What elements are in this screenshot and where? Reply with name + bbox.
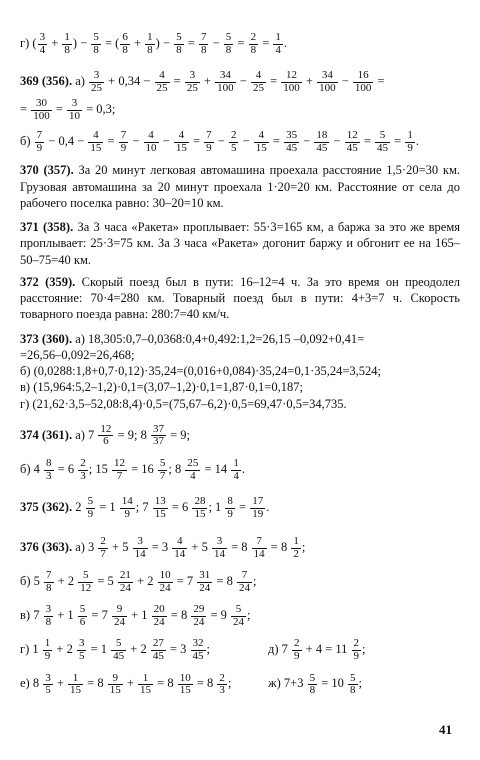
- fraction: $\frac{1}{4}$: [233, 456, 239, 482]
- exercise-371: [20, 219, 460, 268]
- fraction: $\frac{10}{15}$: [179, 671, 191, 697]
- fraction: $\frac{25}{4}$: [187, 456, 199, 482]
- exercise-370-number: 370 (357).: [20, 163, 74, 178]
- fraction: $\frac{3}{10}$: [69, 97, 80, 122]
- math-expression: ( $\frac{3}{4}$ + $\frac{1}{8}$ ) − $\frac{5}{8}$ = ( $\frac{6}{8}$ + $\frac{1}{8}$ ) − $\frac{5}{8}$ = $\frac{7}{8}$ − $\frac{5}{8}$ = $\frac{2}{8}$ = $\frac{1}{4}$ .: [32, 31, 287, 56]
- exercise-376v: [20, 604, 460, 628]
- fraction: $\frac{7}{14}$: [253, 535, 265, 560]
- fraction: $\frac{12}{6}$: [100, 422, 112, 448]
- fraction: $\frac{4}{15}$: [175, 129, 187, 154]
- exercise-373a-text: а) 18,305:0,7–0,0368:0,4+0,492:1,2=26,15 –0,092+0,41=: [75, 331, 365, 346]
- exercise-368g: [20, 32, 460, 56]
- fraction: $\frac{34}{100}$: [217, 69, 234, 94]
- fraction: $\frac{5}{45}$: [377, 129, 389, 154]
- fraction: $\frac{3}{5}$: [78, 637, 85, 662]
- fraction: $\frac{4}{15}$: [255, 129, 267, 154]
- fraction: $\frac{7}{9}$: [206, 129, 212, 154]
- exercise-371-text: За 3 часа «Ракета» проплывает: 55·3=165 км, а баржа за это же время проплывает: 25·3=75 км. За 3 часа «Ракета» догонит баржу и обгонит ее на 165–50–75=40 км.: [20, 220, 461, 267]
- fraction: $\frac{20}{24}$: [153, 603, 165, 628]
- exercise-number: 375 (362).: [20, 499, 76, 514]
- fraction: $\frac{35}{45}$: [286, 129, 298, 154]
- fraction: $\frac{5}{8}$: [93, 31, 99, 56]
- math-expression: д) 7 $\frac{2}{9}$ + 4 = 11 $\frac{2}{9}$ ;: [268, 637, 366, 662]
- fraction: $\frac{3}{25}$: [186, 69, 198, 94]
- fraction: $\frac{3}{8}$: [45, 603, 52, 628]
- fraction: $\frac{4}{25}$: [252, 69, 264, 94]
- fraction: $\frac{7}{8}$: [46, 569, 52, 594]
- fraction: $\frac{12}{7}$: [113, 456, 125, 482]
- fraction: $\frac{5}{6}$: [79, 603, 86, 628]
- exercise-371-number: 371 (358).: [20, 220, 74, 235]
- fraction: $\frac{7}{8}$: [200, 31, 207, 56]
- fraction: $\frac{5}{8}$: [350, 671, 356, 697]
- fraction: $\frac{1}{8}$: [64, 31, 70, 56]
- fraction: $\frac{21}{24}$: [119, 569, 131, 594]
- fraction: $\frac{5}{24}$: [233, 603, 245, 628]
- fraction: $\frac{10}{24}$: [159, 569, 171, 594]
- fraction: $\frac{9}{24}$: [113, 603, 125, 628]
- item-label: а): [75, 74, 89, 89]
- math-expression: 2 $\frac{5}{9}$ = 1 $\frac{14}{9}$ ; 7 $\frac{13}{15}$ = 6 $\frac{28}{15}$ ; 1 $\frac{8}{9}$ = $\frac{17}{19}$ .: [75, 495, 270, 520]
- exercise-376-gd-row: [20, 638, 460, 662]
- fraction: $\frac{28}{15}$: [194, 495, 206, 520]
- math-expression: в) 7 $\frac{3}{8}$ + 1 $\frac{5}{6}$ = 7 $\frac{9}{24}$ + 1 $\frac{20}{24}$ = 8 $\frac{29}{24}$ = 9 $\frac{5}{24}$ ;: [20, 603, 251, 628]
- fraction: $\frac{5}{12}$: [80, 569, 92, 594]
- fraction: $\frac{5}{8}$: [309, 671, 316, 697]
- item-label: г): [20, 35, 33, 50]
- fraction: $\frac{3}{5}$: [45, 671, 51, 697]
- math-expression: = $\frac{30}{100}$ = $\frac{3}{10}$ = 0,3;: [20, 97, 116, 122]
- exercise-376a: [20, 536, 460, 560]
- fraction: $\frac{9}{15}$: [109, 671, 121, 697]
- fraction: $\frac{2}{3}$: [80, 456, 86, 482]
- fraction: $\frac{5}{8}$: [225, 31, 232, 56]
- fraction: $\frac{5}{45}$: [113, 637, 125, 662]
- exercise-number: 374 (361).: [20, 427, 76, 442]
- fraction: $\frac{4}{14}$: [174, 535, 186, 560]
- exercise-373-number: 373 (360).: [20, 331, 73, 346]
- fraction: $\frac{1}{15}$: [140, 671, 152, 697]
- exercise-375: [20, 496, 460, 520]
- exercise-373a: [20, 331, 460, 347]
- math-expression: ж) 7+3 $\frac{5}{8}$ = 10 $\frac{5}{8}$ ;: [268, 671, 363, 697]
- fraction: $\frac{3}{14}$: [134, 535, 146, 560]
- fraction: $\frac{12}{45}$: [346, 129, 358, 154]
- fraction: $\frac{18}{45}$: [316, 129, 328, 154]
- math-expression: е) 8 $\frac{3}{5}$ + $\frac{1}{15}$ = 8 $\frac{9}{15}$ + $\frac{1}{15}$ = 8 $\frac{10}{15}$ = 8 $\frac{2}{3}$ ;: [20, 671, 232, 697]
- item-label: б): [20, 134, 34, 149]
- fraction: $\frac{13}{15}$: [154, 495, 166, 520]
- exercise-372: [20, 274, 460, 323]
- fraction: $\frac{2}{3}$: [219, 671, 225, 697]
- fraction: $\frac{34}{100}$: [319, 69, 336, 94]
- fraction: $\frac{1}{9}$: [407, 129, 413, 154]
- exercise-373a-cont: =26,56–0,092=26,468;: [20, 347, 135, 362]
- exercise-376e: [20, 673, 268, 697]
- fraction: $\frac{32}{45}$: [192, 637, 204, 662]
- fraction: $\frac{5}{7}$: [159, 456, 166, 482]
- fraction: $\frac{4}{15}$: [90, 129, 102, 154]
- fraction: $\frac{31}{24}$: [199, 569, 211, 594]
- math-expression: б) 5 $\frac{7}{8}$ + 2 $\frac{5}{12}$ = 5 $\frac{21}{24}$ + 2 $\frac{10}{24}$ = 7 $\frac{31}{24}$ = 8 $\frac{7}{24}$ ;: [20, 569, 257, 594]
- fraction: $\frac{1}{15}$: [70, 671, 82, 697]
- exercise-372-number: 372 (359).: [20, 274, 76, 289]
- fraction: $\frac{3}{25}$: [91, 69, 103, 94]
- exercise-376d: [268, 638, 366, 662]
- exercise-373b: б) (0,0288:1,8+0,7·0,12)·35,24=(0,016+0,084)·35,24=0,1·35,24=3,524;: [20, 364, 382, 379]
- math-expression: $\frac{3}{25}$ + 0,34 − $\frac{4}{25}$ = $\frac{3}{25}$ + $\frac{34}{100}$ − $\frac{4}{25}$ = $\frac{12}{100}$ + $\frac{34}{100}$ − $\frac{16}{100}$ =: [91, 69, 385, 94]
- fraction: $\frac{7}{24}$: [238, 569, 250, 594]
- fraction: $\frac{7}{9}$: [36, 129, 43, 154]
- exercise-372-text: Скорый поезд был в пути: 16–12=4 ч. За это время он преодолел расстояние: 70·4=280 км. Товарный поезд был в пути: 4+3=7 ч. Скорость товарного поезда равна: 280:7=40 км/ч.: [20, 274, 461, 322]
- fraction: $\frac{7}{9}$: [120, 129, 127, 154]
- fraction: $\frac{12}{100}$: [283, 69, 300, 94]
- fraction: $\frac{3}{4}$: [39, 31, 46, 56]
- exercise-370: [20, 162, 460, 211]
- fraction: $\frac{5}{8}$: [176, 31, 182, 56]
- exercise-376-ezh-row: [20, 673, 460, 697]
- exercise-370-text: За 20 минут легковая автомашина проехала расстояние 1,5·20=30 км. Грузовая автомашина за 20 минут проехала 1·20=20 км. Расстояние от села до рабочего поселка равно: 30–20=10 км.: [20, 163, 460, 210]
- fraction: $\frac{8}{3}$: [46, 456, 52, 482]
- fraction: $\frac{5}{9}$: [87, 495, 94, 520]
- exercise-374b: [20, 458, 460, 482]
- exercise-373: [20, 331, 460, 412]
- math-expression: $\frac{7}{9}$ − 0,4 − $\frac{4}{15}$ = $\frac{7}{9}$ − $\frac{4}{10}$ − $\frac{4}{15}$ = $\frac{7}{9}$ − $\frac{2}{5}$ − $\frac{4}{15}$ = $\frac{35}{45}$ − $\frac{18}{45}$ − $\frac{12}{45}$ = $\frac{5}{45}$ = $\frac{1}{9}$ .: [36, 129, 419, 154]
- fraction: $\frac{6}{8}$: [122, 31, 128, 56]
- fraction: $\frac{2}{8}$: [250, 31, 257, 56]
- math-expression: г) 1 $\frac{1}{9}$ + 2 $\frac{3}{5}$ = 1 $\frac{5}{45}$ + 2 $\frac{27}{45}$ = 3 $\frac{32}{45}$ ;: [20, 637, 211, 662]
- fraction: $\frac{2}{7}$: [100, 535, 106, 560]
- fraction: $\frac{4}{10}$: [145, 129, 157, 154]
- exercise-376zh: [268, 673, 362, 697]
- fraction: $\frac{4}{25}$: [156, 69, 168, 94]
- fraction: $\frac{3}{14}$: [213, 535, 225, 560]
- fraction: $\frac{37}{37}$: [152, 422, 164, 448]
- math-expression: а) 7 $\frac{12}{6}$ = 9; 8 $\frac{37}{37}$ = 9;: [75, 422, 190, 448]
- fraction: $\frac{30}{100}$: [33, 97, 50, 122]
- fraction: $\frac{29}{24}$: [193, 603, 205, 628]
- exercise-369b: [20, 130, 460, 154]
- exercise-376b: [20, 570, 460, 594]
- fraction: $\frac{8}{9}$: [227, 495, 233, 520]
- exercise-369a: [20, 70, 460, 94]
- fraction: $\frac{16}{100}$: [354, 69, 372, 94]
- math-expression: б) 4 $\frac{8}{3}$ = 6 $\frac{2}{3}$ ; 15 $\frac{12}{7}$ = 16 $\frac{5}{7}$ ; 8 $\frac{25}{4}$ = 14 $\frac{1}{4}$ .: [20, 456, 245, 482]
- exercise-374a: [20, 424, 460, 448]
- exercise-373v: в) (15,964:5,2–1,2)·0,1=(3,07–1,2)·0,1=1,87·0,1=0,187;: [20, 380, 303, 395]
- exercise-369a-cont: [20, 98, 460, 122]
- exercise-number: 376 (363).: [20, 540, 76, 555]
- fraction: $\frac{1}{8}$: [147, 31, 153, 56]
- fraction: $\frac{14}{9}$: [121, 495, 133, 520]
- fraction: $\frac{2}{9}$: [294, 637, 300, 662]
- fraction: $\frac{17}{19}$: [252, 495, 264, 520]
- fraction: $\frac{1}{2}$: [293, 535, 299, 560]
- fraction: $\frac{1}{9}$: [44, 637, 51, 662]
- page-number: 41: [439, 722, 452, 737]
- exercise-number: 369 (356).: [20, 74, 76, 89]
- exercise-376g: [20, 638, 268, 662]
- fraction: $\frac{2}{9}$: [353, 637, 360, 662]
- exercise-373g: г) (21,62·3,5–52,08:8,4)·0,5=(75,67–6,2)·0,5=69,47·0,5=34,735.: [20, 396, 347, 411]
- fraction: $\frac{27}{45}$: [152, 637, 164, 662]
- fraction: $\frac{1}{4}$: [275, 31, 281, 56]
- fraction: $\frac{2}{5}$: [230, 129, 237, 154]
- math-expression: а) 3 $\frac{2}{7}$ + 5 $\frac{3}{14}$ = 3 $\frac{4}{14}$ + 5 $\frac{3}{14}$ = 8 $\frac{7}{14}$ = 8 $\frac{1}{2}$ ;: [75, 535, 306, 560]
